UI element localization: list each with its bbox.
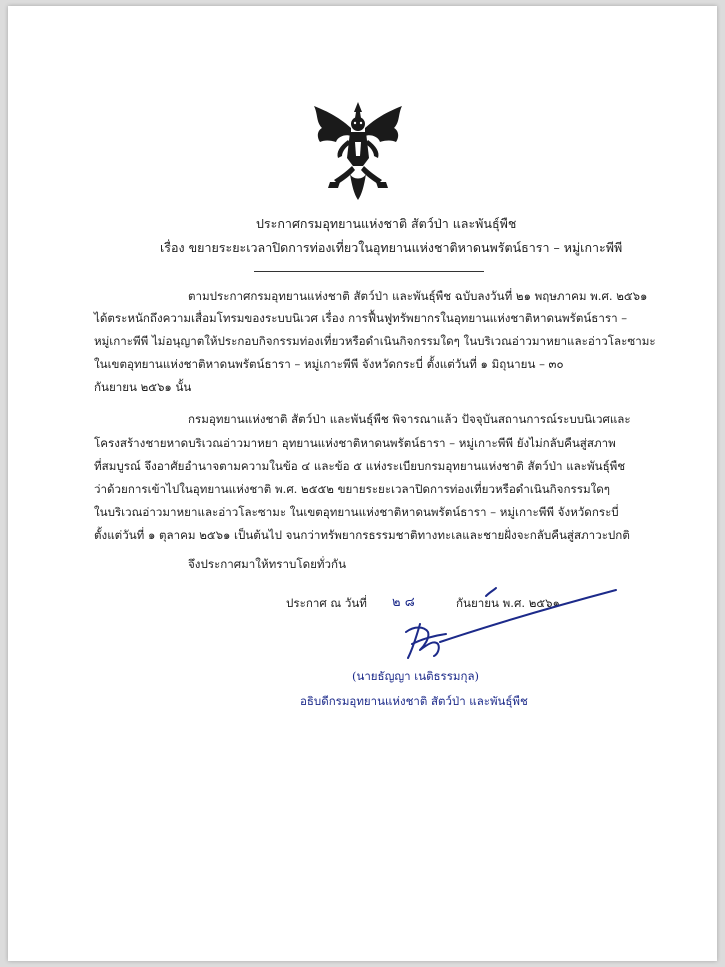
announcement-subject: เรื่อง ขยายระยะเวลาปิดการท่องเที่ยวในอุทยานแห่งชาติหาดนพรัตน์ธารา – หมู่เกาะพีพี: [160, 240, 623, 255]
date-month-year: กันยายน พ.ศ. ๒๕๖๑: [456, 596, 560, 610]
paragraph-2-line-1: กรมอุทยานแห่งชาติ สัตว์ป่า และพันธุ์พืช พิจารณาแล้ว ปัจจุบันสถานการณ์ระบบนิเวศและ: [188, 412, 631, 426]
paragraph-1-line-2: ได้ตระหนักถึงความเสื่อมโทรมของระบบนิเวศ เรื่อง การฟื้นฟูทรัพยากรในอุทยานแห่งชาติหาดนพรัตน์ธารา –: [94, 311, 628, 325]
announcement-heading: ประกาศกรมอุทยานแห่งชาติ สัตว์ป่า และพันธุ์พืช: [256, 216, 517, 231]
paragraph-2-line-6: ตั้งแต่วันที่ ๑ ตุลาคม ๒๕๖๑ เป็นต้นไป จนกว่าทรัพยากรธรรมชาติทางทะเลและชายฝั่งจะกลับคืนสู่สภาวะปกติ: [94, 528, 630, 542]
document-page: [8, 6, 717, 961]
paragraph-2-line-5: ในบริเวณอ่าวมาหยาและอ่าวโละซามะ ในเขตอุทยานแห่งชาติหาดนพรัตน์ธารา – หมู่เกาะพีพี จังหวัดกระบี่: [94, 505, 619, 519]
paragraph-2-line-4: ว่าด้วยการเข้าไปในอุทยานแห่งชาติ พ.ศ. ๒๕๕๒ ขยายระยะเวลาปิดการท่องเที่ยวหรือดำเนินกิจกรรมใดๆ: [94, 482, 611, 496]
signatory-title: อธิบดีกรมอุทยานแห่งชาติ สัตว์ป่า และพันธุ์พืช: [300, 694, 528, 708]
date-prefix: ประกาศ ณ วันที่: [286, 596, 367, 610]
garuda-emblem-icon: [308, 96, 408, 206]
heading-divider: [254, 271, 484, 272]
date-day-handwritten: ๒ ๘: [392, 595, 415, 610]
paragraph-1-line-5: กันยายน ๒๕๖๑ นั้น: [94, 380, 192, 394]
signature-icon: [368, 586, 628, 666]
paragraph-2-line-2: โครงสร้างชายหาดบริเวณอ่าวมาหยา อุทยานแห่งชาติหาดนพรัตน์ธารา – หมู่เกาะพีพี ยังไม่กลับคืนสู่สภาพ: [94, 436, 616, 450]
signatory-name: (นายธัญญา เนติธรรมกุล): [352, 669, 479, 683]
paragraph-2-line-3: ที่สมบูรณ์ จึงอาศัยอำนาจตามความในข้อ ๔ และข้อ ๕ แห่งระเบียบกรมอุทยานแห่งชาติ สัตว์ป่า และพันธุ์พืช: [94, 459, 626, 473]
paragraph-1-line-4: ในเขตอุทยานแห่งชาติหาดนพรัตน์ธารา – หมู่เกาะพีพี จังหวัดกระบี่ ตั้งแต่วันที่ ๑ มิถุนายน – ๓๐: [94, 357, 564, 371]
closing-line: จึงประกาศมาให้ทราบโดยทั่วกัน: [188, 557, 346, 571]
paragraph-1-line-1: ตามประกาศกรมอุทยานแห่งชาติ สัตว์ป่า และพันธุ์พืช ฉบับลงวันที่ ๒๑ พฤษภาคม พ.ศ. ๒๕๖๑: [188, 289, 648, 303]
paragraph-1-line-3: หมู่เกาะพีพี ไม่อนุญาตให้ประกอบกิจกรรมท่องเที่ยวหรือดำเนินกิจกรรมใดๆ ในบริเวณอ่าวมาหยาและอ่าวโละซามะ: [94, 334, 656, 348]
